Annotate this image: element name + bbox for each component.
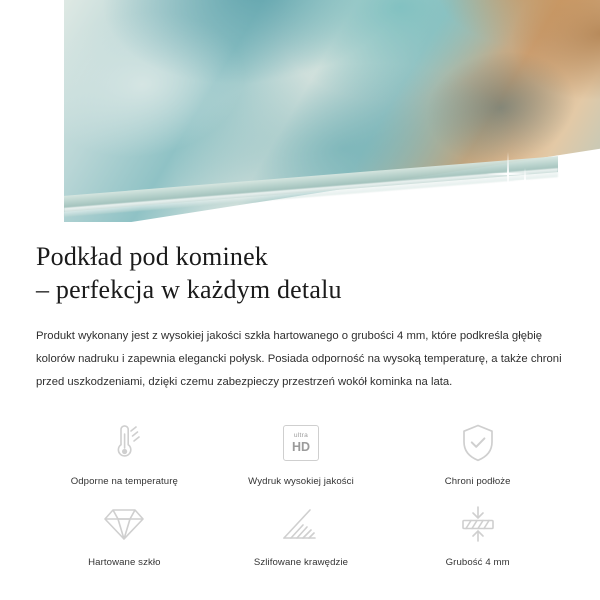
ultra-hd-badge-bottom: HD	[291, 439, 311, 454]
ultra-hd-badge-top: ultra	[293, 431, 309, 439]
feature-label: Chroni podłoże	[444, 476, 511, 487]
page-title	[36, 240, 566, 307]
diamond-icon	[103, 501, 145, 547]
thermometer-icon	[107, 420, 141, 466]
feature-item-thickness	[389, 501, 566, 568]
polished-edge-icon	[281, 501, 321, 547]
feature-item-tempered-glass	[36, 501, 213, 568]
page-title-line1: Podkład pod kominek	[36, 242, 269, 271]
ultra-hd-icon	[283, 420, 319, 466]
feature-grid	[36, 420, 566, 568]
feature-label: Grubość 4 mm	[445, 557, 510, 568]
feature-label: Wydruk wysokiej jakości	[248, 476, 354, 487]
feature-item-surface-protection	[389, 420, 566, 487]
feature-label: Szlifowane krawędzie	[253, 557, 349, 568]
hero-image	[0, 0, 600, 222]
description-paragraph: Produkt wykonany jest z wysokiej jakości szkła hartowanego o grubości 4 mm, które podkreśla głębię kolorów nadruku i zapewnia elegancki połysk. Posiada odporność na wysoką temperaturę, a także chroni przed uszkodzeniami, dzięki czemu zabezpieczy przestrzeń wokół kominka na lata.	[36, 329, 562, 388]
thickness-icon	[457, 501, 499, 547]
shield-check-icon	[459, 420, 497, 466]
content-block	[0, 222, 600, 568]
feature-item-temperature	[36, 420, 213, 487]
feature-label: Odporne na temperaturę	[70, 476, 178, 487]
page-title-line2: – perfekcja w każdym detalu	[36, 275, 342, 305]
feature-item-print-quality	[213, 420, 390, 487]
feature-label: Hartowane szkło	[88, 557, 161, 568]
feature-item-polished-edges	[213, 501, 390, 568]
